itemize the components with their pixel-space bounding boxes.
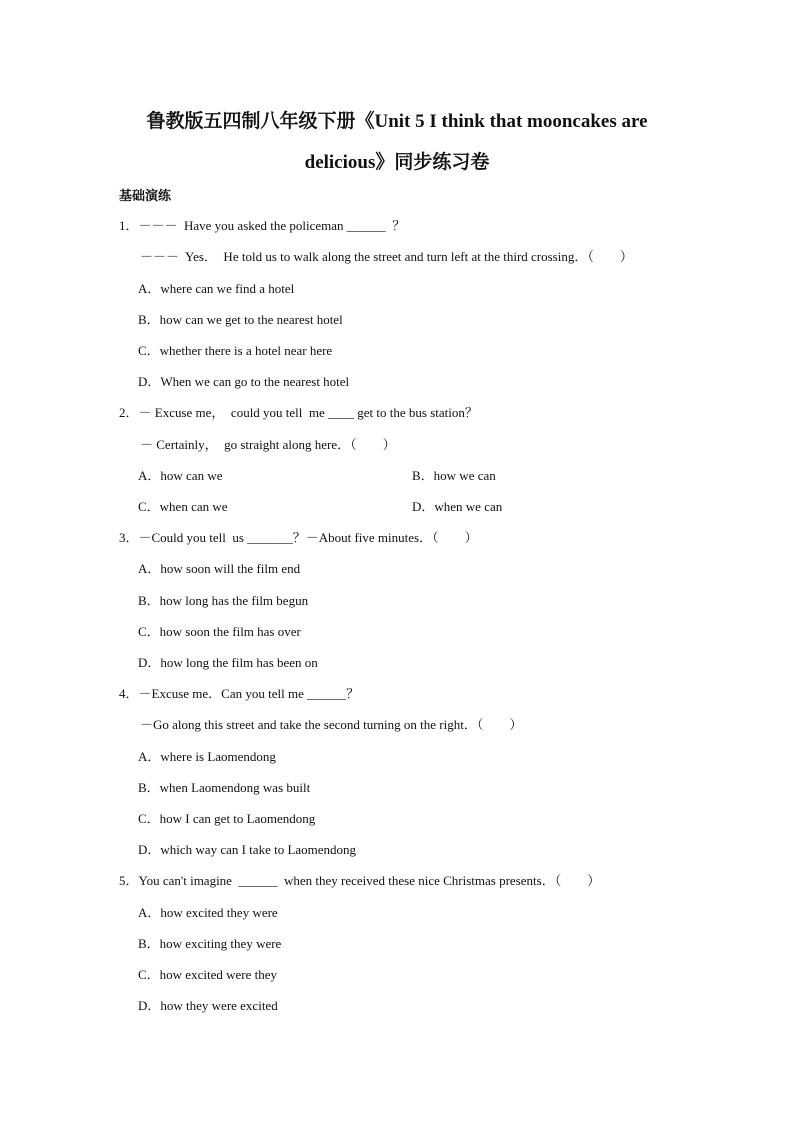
question-1-option-b: B．how can we get to the nearest hotel <box>138 312 343 327</box>
question-3-option-d: D．how long the film has been on <box>138 655 318 670</box>
question-4-option-a: A．where is Laomendong <box>138 749 276 764</box>
question-3-option-b: B．how long has the film begun <box>138 593 309 608</box>
question-1-stem: 1．－－－ Have you asked the policeman ______ ？ <box>119 218 406 233</box>
question-5-option-d: D．how they were excited <box>138 998 278 1013</box>
question-4-stem: 4．－Excuse me．Can you tell me ______？ <box>119 686 360 701</box>
question-2-reply: － Certainly， go straight along here．（ ） <box>140 437 396 452</box>
question-3-option-a: A．how soon will the film end <box>138 561 301 576</box>
question-5-option-b: B．how exciting they were <box>138 936 282 951</box>
question-1-option-c: C．whether there is a hotel near here <box>138 343 333 358</box>
question-5-option-c: C．how excited were they <box>138 967 277 982</box>
question-1-option-d: D．When we can go to the nearest hotel <box>138 374 350 389</box>
question-2-option-b: B．how we can <box>412 468 496 483</box>
document-title-line-1: 鲁教版五四制八年级下册《Unit 5 I think that mooncakes are <box>146 111 648 132</box>
question-5-option-a: A．how excited they were <box>138 905 278 920</box>
question-4-option-d: D．which way can I take to Laomendong <box>138 842 357 857</box>
question-4-option-b: B．when Laomendong was built <box>138 780 311 795</box>
question-2-stem: 2．－ Excuse me， could you tell me ____ get to the bus station？ <box>119 405 478 420</box>
question-4-option-c: C．how I can get to Laomendong <box>138 811 316 826</box>
question-2-option-a: A．how can we <box>138 468 223 483</box>
question-4-reply: －Go along this street and take the second turning on the right．（ ） <box>140 717 523 732</box>
question-2-option-d: D．when we can <box>412 499 503 514</box>
question-3-stem: 3．－Could you tell us _______？－About five minutes．（ ） <box>119 530 478 545</box>
question-5-stem: 5．You can't imagine ______ when they received these nice Christmas presents．（ ） <box>119 873 601 888</box>
question-1-reply: －－－ Yes． He told us to walk along the street and turn left at the third crossing．（ ） <box>140 249 633 264</box>
question-1-option-a: A．where can we find a hotel <box>138 281 295 296</box>
document-title-line-2: delicious》同步练习卷 <box>304 152 490 173</box>
section-heading: 基础演练 <box>119 188 172 203</box>
question-3-option-c: C．how soon the film has over <box>138 624 301 639</box>
question-2-option-c: C．when can we <box>138 499 228 514</box>
